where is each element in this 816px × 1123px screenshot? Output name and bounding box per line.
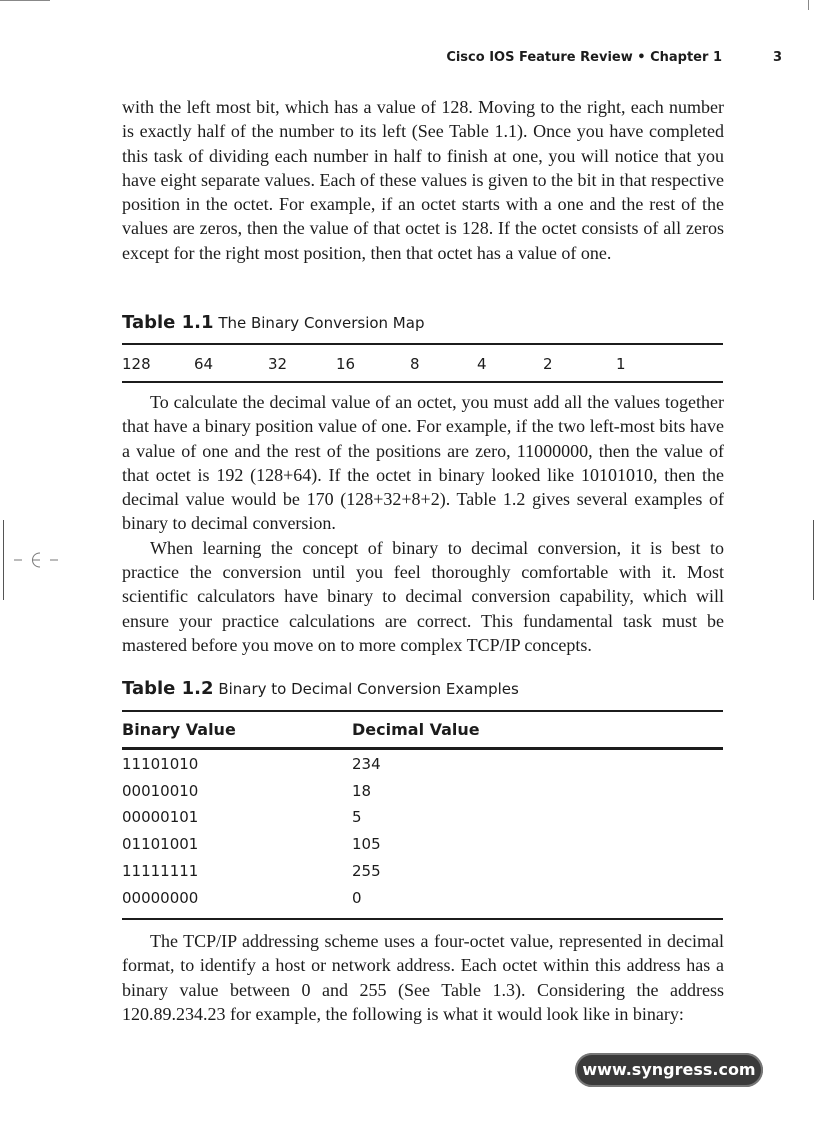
binary-cell: 00010010	[122, 782, 199, 800]
page-number: 3	[772, 50, 782, 65]
publisher-url-badge[interactable]: www.syngress.com	[575, 1053, 763, 1087]
table-1-1-caption	[122, 312, 424, 333]
paragraph-1: with the left most bit, which has a value of 128. Moving to the right, each number is exactly half of the number to its left (See Table 1.1). Once you have completed this task of dividing each number in half to finish at one, you will notice that you have eight separate values. Each of these values is given to the bit in that respective position in the octet. For example, if an octet starts with a one and the rest of the values are zeros, then the value of that octet is 128. If the octet consists of all zeros except for the right most position, then that octet has a value of one.	[122, 97, 724, 263]
margin-line-left	[3, 520, 4, 600]
binary-cell: 00000101	[122, 808, 199, 826]
table-1-1-row	[122, 355, 723, 375]
paragraph-2: To calculate the decimal value of an octet, you must add all the values together that have a binary position value of one. For example, if the two left-most bits have a value of one and the rest of the positions are zero, 11000000, then the value of that octet is 192 (128+64). If the octet in binary looked like 10101010, then the decimal value would be 170 (128+32+8+2). Table 1.2 gives several examples of binary to decimal conversion.	[122, 392, 724, 534]
paragraphs-conversion	[122, 390, 724, 657]
binary-cell: 11101010	[122, 755, 199, 773]
running-header	[122, 50, 782, 70]
table-row	[122, 808, 723, 828]
table-1-1-cell: 64	[194, 355, 214, 373]
paragraph-3: When learning the concept of binary to decimal conversion, it is best to practice the conversion until you feel thoroughly comfortable with it. Most scientific calculators have binary to decimal conversion capability, which will ensure your practice calculations are correct. This fundamental task must be mastered before you move on to more complex TCP/IP concepts.	[122, 537, 724, 655]
table-1-2-header-rule	[122, 747, 723, 750]
decimal-cell: 105	[352, 835, 381, 853]
table-1-2-caption	[122, 678, 519, 699]
table-1-1-number: Table 1.1	[122, 312, 214, 333]
table-1-2-number: Table 1.2	[122, 678, 214, 699]
table-1-2-top-rule	[122, 710, 723, 712]
table-1-1-top-rule	[122, 343, 723, 345]
margin-line-right	[813, 520, 814, 600]
table-1-2-header-decimal: Decimal Value	[352, 720, 480, 739]
decimal-cell: 255	[352, 862, 381, 880]
decimal-cell: 0	[352, 889, 362, 907]
binary-cell: 01101001	[122, 835, 199, 853]
table-1-2-bottom-rule	[122, 918, 723, 920]
table-1-1-cell: 4	[477, 355, 487, 373]
table-1-1-cell: 2	[543, 355, 553, 373]
paragraph-octet-values	[122, 95, 724, 265]
table-1-1-cell: 128	[122, 355, 151, 373]
decimal-cell: 5	[352, 808, 362, 826]
table-1-1-title: The Binary Conversion Map	[218, 314, 425, 332]
table-1-1-cell: 32	[268, 355, 288, 373]
binary-cell: 00000000	[122, 889, 199, 907]
paragraph-addressing	[122, 929, 724, 1026]
table-1-1-cell: 8	[410, 355, 420, 373]
decimal-cell: 18	[352, 782, 372, 800]
table-1-1-bottom-rule	[122, 381, 723, 383]
table-1-2-header-row	[122, 720, 723, 740]
table-row	[122, 755, 723, 775]
table-row	[122, 889, 723, 909]
decimal-cell: 234	[352, 755, 381, 773]
table-1-1-cell: 1	[616, 355, 626, 373]
registration-mark-icon	[12, 548, 62, 572]
table-1-1-cell: 16	[336, 355, 356, 373]
table-1-2-title: Binary to Decimal Conversion Examples	[218, 680, 519, 698]
table-row	[122, 862, 723, 882]
paragraph-4: The TCP/IP addressing scheme uses a four-octet value, represented in decimal format, to identify a host or network address. Each octet within this address has a binary value between 0 and 255 (See Table 1.3). Considering the address 120.89.234.23 for example, the following is what it would look like in binary:	[122, 931, 724, 1024]
crop-mark-right	[808, 0, 809, 10]
crop-mark-top	[0, 0, 50, 1]
running-title: Cisco IOS Feature Review • Chapter 1	[446, 50, 722, 65]
binary-cell: 11111111	[122, 862, 199, 880]
table-row	[122, 782, 723, 802]
table-row	[122, 835, 723, 855]
table-1-2-header-binary: Binary Value	[122, 720, 236, 739]
